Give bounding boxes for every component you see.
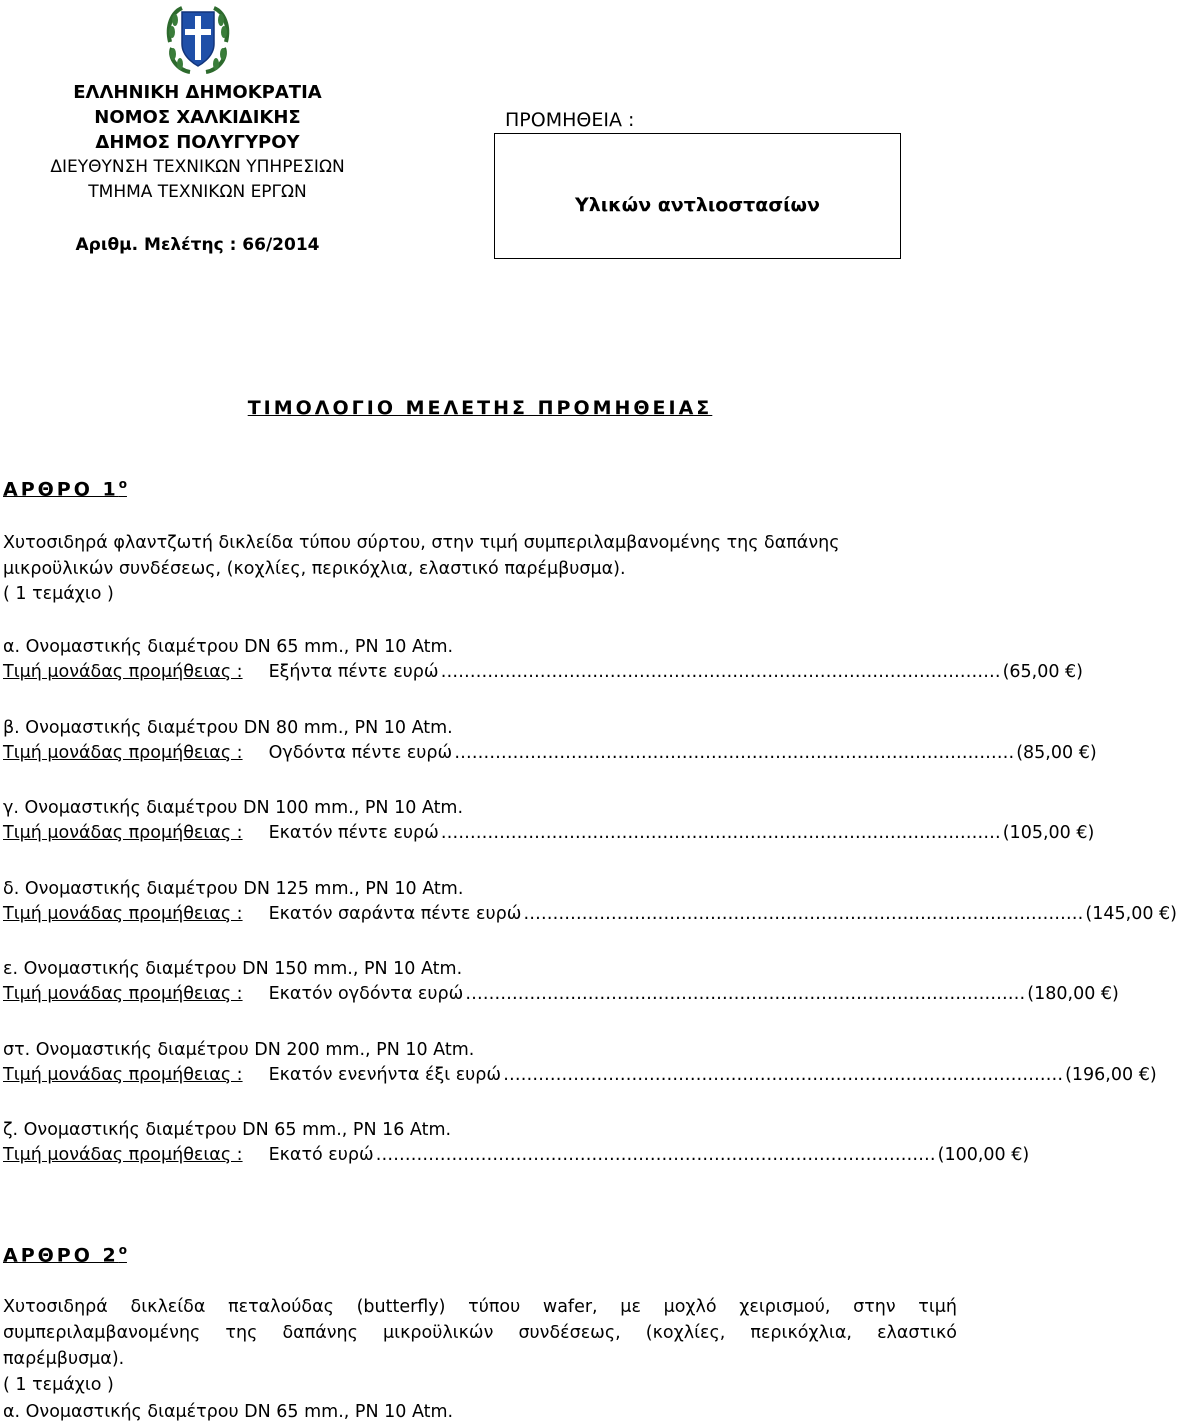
- article-1-description-line-2: μικροϋλικών συνδέσεως, (κοχλίες, περικόχλια, ελαστικό παρέμβυσμα).: [3, 559, 626, 579]
- greek-coat-of-arms-emblem: [160, 2, 236, 78]
- header-line-prefecture: ΝΟΜΟΣ ΧΑΛΚΙΔΙΚΗΣ: [94, 107, 301, 128]
- item-price-row: [3, 660, 1084, 684]
- supply-box: [494, 133, 901, 259]
- leader-dots: ……………………………………………………………………………………: [465, 984, 1026, 1004]
- header-line-department: ΤΜΗΜΑ ΤΕΧΝΙΚΩΝ ΕΡΓΩΝ: [88, 182, 307, 202]
- document-title: ΤΙΜΟΛΟΓΙΟ ΜΕΛΕΤΗΣ ΠΡΟΜΗΘΕΙΑΣ: [247, 397, 713, 419]
- article-1-heading: ΑΡΘΡΟ $1^o$: [3, 477, 127, 501]
- price-label: Τιμή μονάδας προμήθειας :: [3, 823, 243, 843]
- price-label: Τιμή μονάδας προμήθειας :: [3, 1064, 243, 1085]
- price-value: (85,00 €): [1016, 742, 1097, 763]
- price-value: (100,00 €): [937, 1145, 1030, 1165]
- item-title: β. Ονομαστικής διαμέτρου DN 80 mm., PN 10 Atm.: [3, 717, 453, 738]
- price-in-words: Εκατόν ενενήντα έξι ευρώ: [268, 1064, 502, 1085]
- item-price-row: [3, 902, 1177, 926]
- item-price-row: [3, 1143, 1030, 1167]
- price-in-words: Εξήντα πέντε ευρώ: [268, 662, 439, 682]
- price-in-words: Εκατόν ογδόντα ευρώ: [268, 984, 464, 1004]
- item-title: δ. Ονομαστικής διαμέτρου DN 125 mm., PN 10 Atm.: [3, 878, 464, 899]
- header-line-republic: ΕΛΛΗΝΙΚΗ ΔΗΜΟΚΡΑΤΙΑ: [73, 82, 322, 103]
- price-label: Τιμή μονάδας προμήθειας :: [3, 903, 243, 924]
- price-in-words: Εκατό ευρώ: [268, 1145, 374, 1165]
- article-1-unit: ( 1 τεμάχιο ): [3, 584, 114, 604]
- item-title: γ. Ονομαστικής διαμέτρου DN 100 mm., PN 10 Atm.: [3, 798, 464, 818]
- item-price-row: [3, 741, 1097, 765]
- item-price-row: [3, 1063, 1157, 1087]
- article-2-item-a: α. Ονομαστικής διαμέτρου DN 65 mm., PN 10 Atm.: [3, 1402, 454, 1422]
- leader-dots: ……………………………………………………………………………………: [440, 823, 1001, 843]
- item-price-row: [3, 982, 1119, 1006]
- price-value: (65,00 €): [1002, 662, 1084, 682]
- article-2-description-line-2: συμπεριλαμβανομένης της δαπάνης μικροϋλικών συνδέσεως, (κοχλίες, περικόχλια, ελαστικό: [3, 1323, 957, 1343]
- authority-header: [0, 80, 395, 205]
- header-line-municipality: ΔΗΜΟΣ ΠΟΛΥΓΥΡΟΥ: [95, 132, 300, 153]
- article-2-unit: ( 1 τεμάχιο ): [3, 1375, 114, 1395]
- article-2-description-line-3: παρέμβυσμα).: [3, 1349, 125, 1369]
- supply-title: Υλικών αντλιοστασίων: [575, 194, 820, 216]
- header-line-directorate: ΔΙΕΥΘΥΝΣΗ ΤΕΧΝΙΚΩΝ ΥΠΗΡΕΣΙΩΝ: [50, 157, 345, 177]
- price-in-words: Εκατόν πέντε ευρώ: [268, 823, 439, 843]
- item-price-row: [3, 821, 1095, 845]
- price-value: (145,00 €): [1085, 903, 1177, 924]
- item-title: στ. Ονομαστικής διαμέτρου DN 200 mm., PN 10 Atm.: [3, 1039, 475, 1060]
- study-number: Αριθμ. Μελέτης : 66/2014: [75, 235, 320, 255]
- price-label: Τιμή μονάδας προμήθειας :: [3, 742, 243, 763]
- leader-dots: ……………………………………………………………………………………: [440, 662, 1001, 682]
- item-title: α. Ονομαστικής διαμέτρου DN 65 mm., PN 10 Atm.: [3, 637, 454, 657]
- item-title: ζ. Ονομαστικής διαμέτρου DN 65 mm., PN 16 Atm.: [3, 1120, 452, 1140]
- article-2-heading: ΑΡΘΡΟ $2^o$: [3, 1243, 127, 1267]
- leader-dots: ……………………………………………………………………………………: [503, 1064, 1064, 1085]
- price-label: Τιμή μονάδας προμήθειας :: [3, 662, 243, 682]
- price-label: Τιμή μονάδας προμήθειας :: [3, 984, 243, 1004]
- article-2-description-line-1: Χυτοσιδηρά δικλείδα πεταλούδας (butterfly) τύπου wafer, με μοχλό χειρισμού, στην τιμή: [3, 1297, 957, 1317]
- price-value: (196,00 €): [1065, 1064, 1157, 1085]
- price-in-words: Ογδόντα πέντε ευρώ: [268, 742, 453, 763]
- price-in-words: Εκατόν σαράντα πέντε ευρώ: [268, 903, 522, 924]
- supply-label: ΠΡΟΜΗΘΕΙΑ :: [505, 109, 635, 131]
- article-1-description-line-1: Χυτοσιδηρά φλαντζωτή δικλείδα τύπου σύρτου, στην τιμή συμπεριλαμβανομένης της δαπάνης: [3, 533, 840, 553]
- leader-dots: ……………………………………………………………………………………: [375, 1145, 936, 1165]
- item-title: ε. Ονομαστικής διαμέτρου DN 150 mm., PN 10 Atm.: [3, 959, 463, 979]
- price-value: (105,00 €): [1002, 823, 1095, 843]
- price-label: Τιμή μονάδας προμήθειας :: [3, 1145, 243, 1165]
- leader-dots: ……………………………………………………………………………………: [523, 903, 1084, 924]
- leader-dots: ……………………………………………………………………………………: [454, 742, 1015, 763]
- price-value: (180,00 €): [1027, 984, 1119, 1004]
